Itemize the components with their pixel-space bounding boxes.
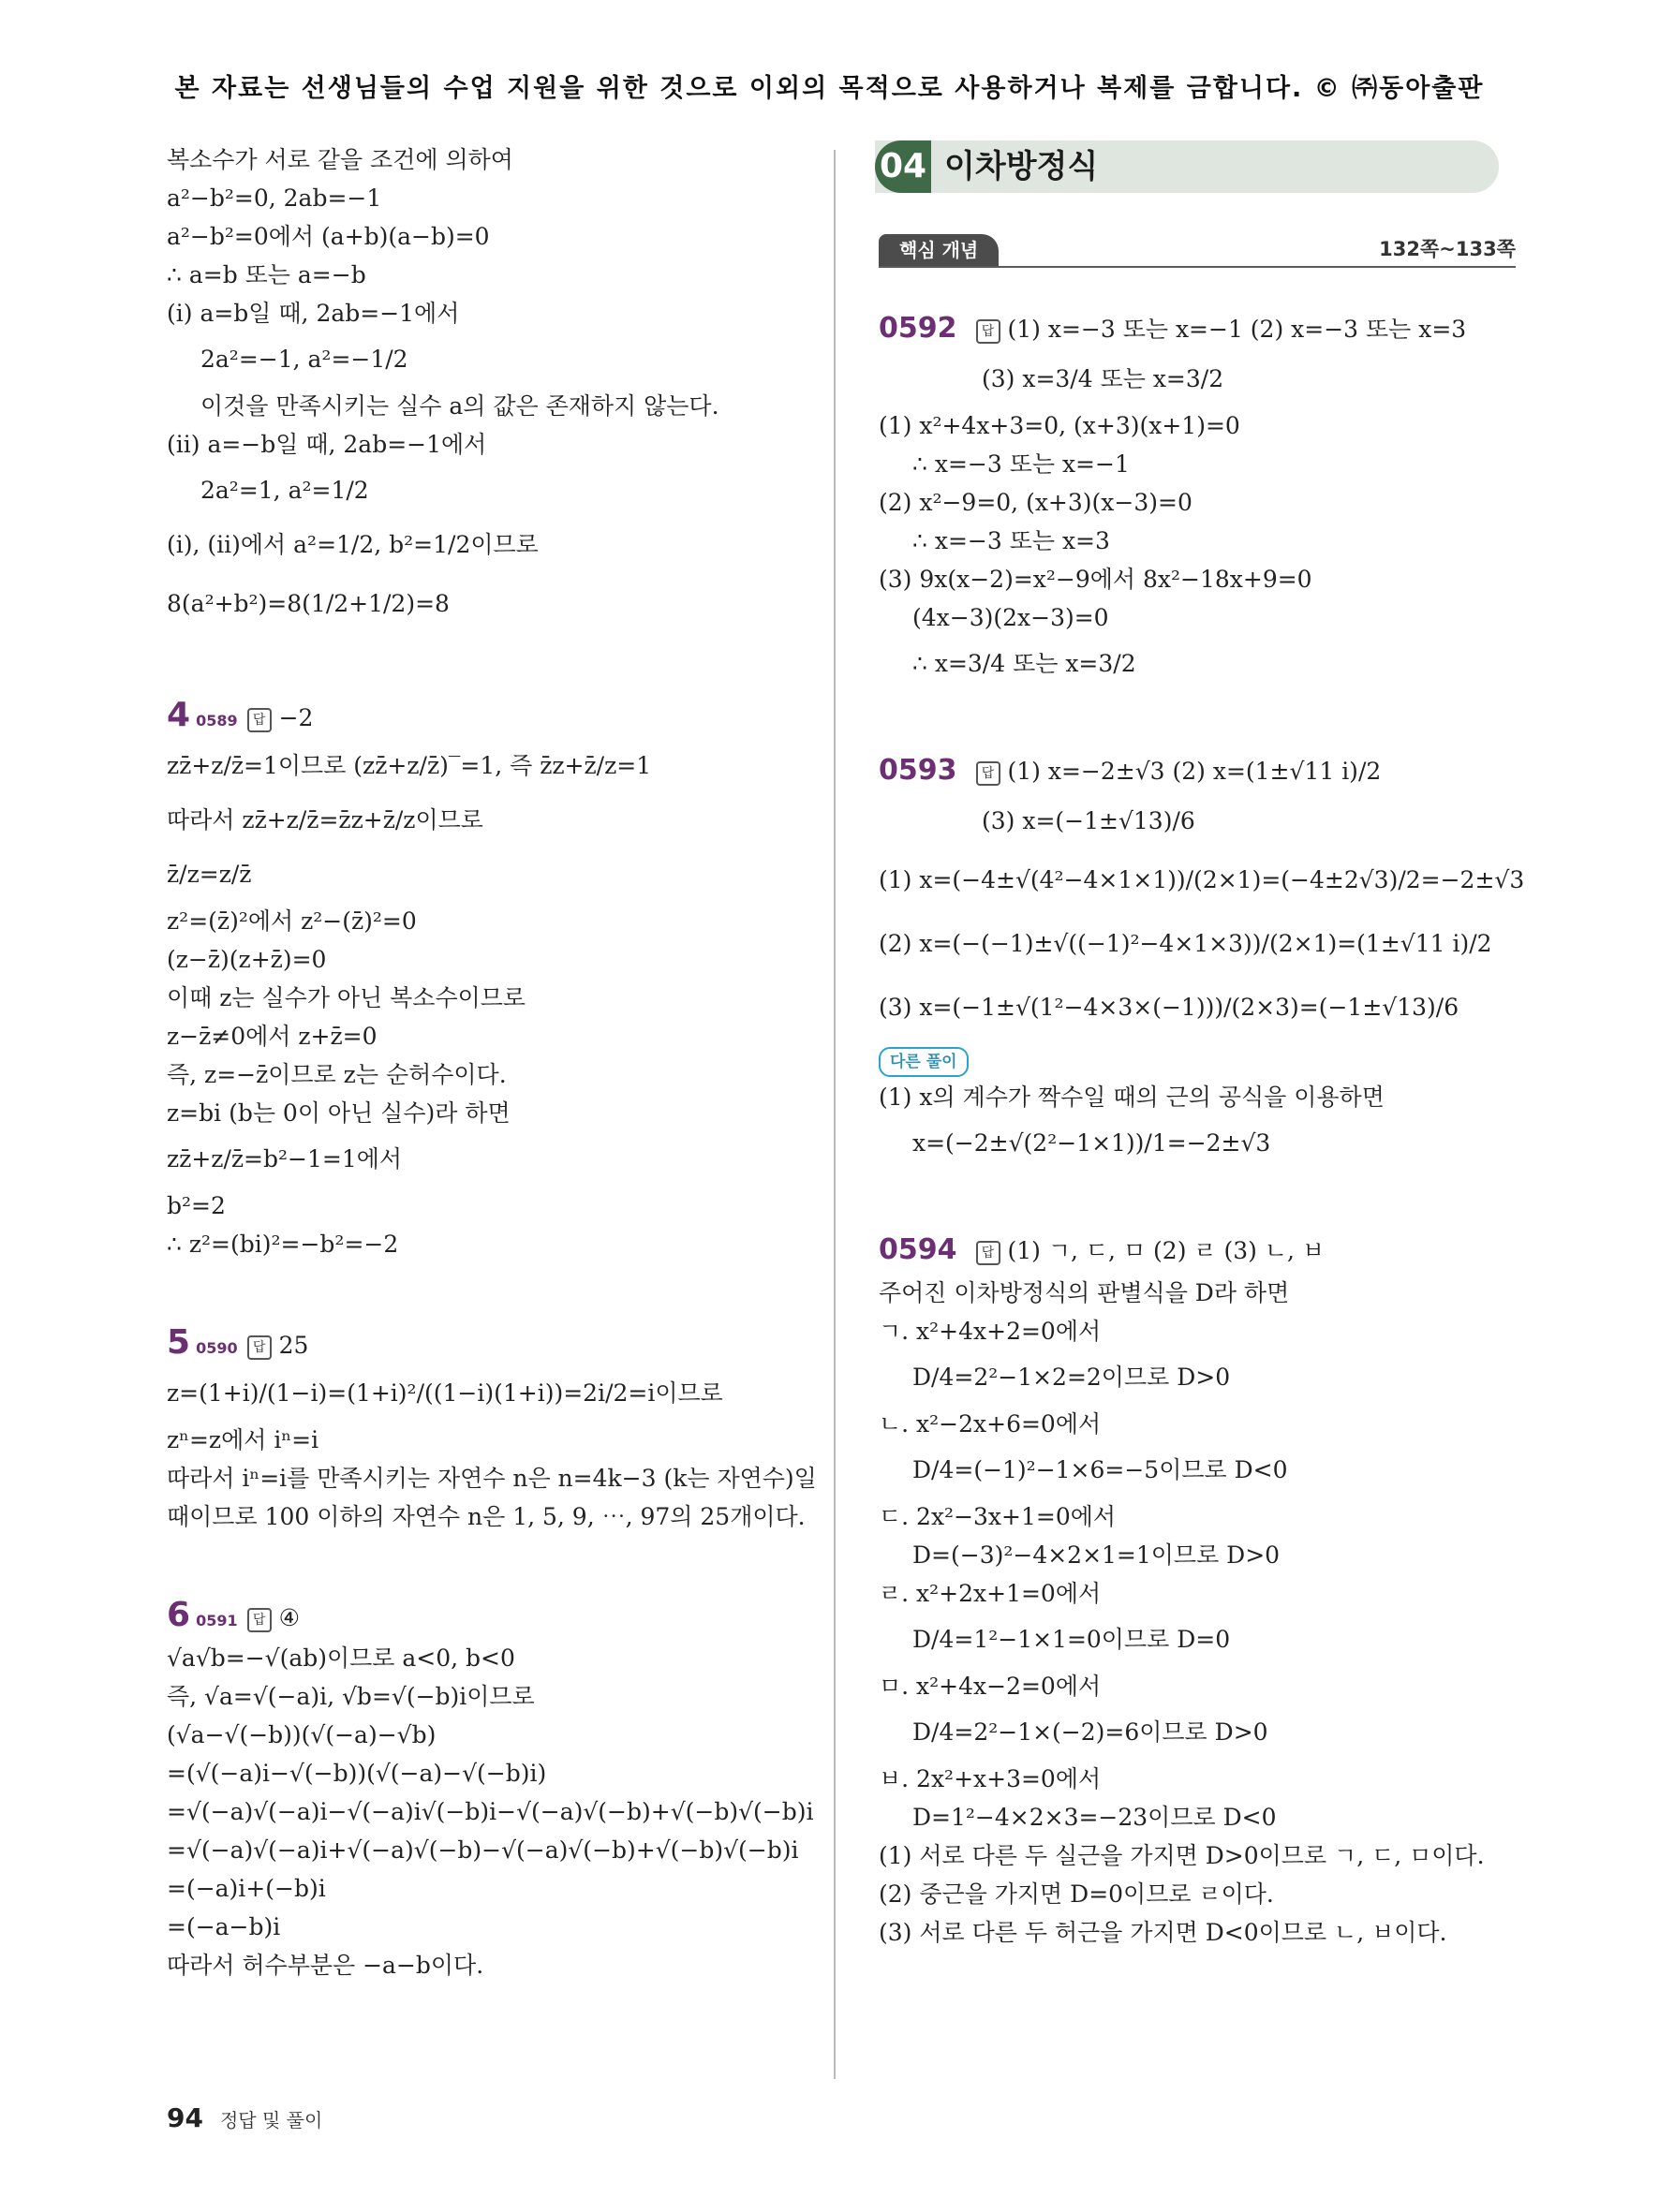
question-number: 5 — [167, 1323, 191, 1362]
page-range: 132쪽~133쪽 — [1379, 238, 1516, 260]
math-line: (i), (ii)에서 a²=1/2, b²=1/2이므로 — [167, 531, 539, 558]
answer-value: 25 — [278, 1332, 309, 1359]
text-line: 복소수가 서로 같을 조건에 의하여 — [167, 146, 513, 173]
math-line: D/4=(−1)²−1×6=−5이므로 D<0 — [912, 1456, 1288, 1483]
text-line: (3) 서로 다른 두 허근을 가지면 D<0이므로 ㄴ, ㅂ이다. — [879, 1919, 1447, 1946]
math-line: z̄/z=z/z̄ — [167, 861, 252, 888]
question-header — [879, 305, 1516, 352]
math-line: (3) x=(−1±√(1²−4×3×(−1)))/(2×3)=(−1±√13)/6 — [879, 994, 1459, 1021]
question-code: 0593 — [879, 754, 957, 787]
footer-label: 정답 및 풀이 — [219, 2109, 323, 2131]
math-line: ㄴ. x²−2x+6=0에서 — [879, 1410, 1102, 1438]
answer-icon: 답 — [976, 761, 1000, 786]
answer-icon: 답 — [247, 1608, 272, 1632]
question-number: 6 — [167, 1596, 191, 1634]
math-line: (3) 9x(x−2)=x²−9에서 8x²−18x+9=0 — [879, 566, 1312, 593]
question-4 — [167, 692, 822, 1263]
math-line: ㄷ. 2x²−3x+1=0에서 — [879, 1503, 1117, 1530]
math-line: ∴ a=b 또는 a=−b — [167, 261, 366, 288]
math-line: D=1²−4×2×3=−23이므로 D<0 — [912, 1804, 1277, 1831]
question-0592 — [879, 305, 1516, 691]
text-line: (2) 중근을 가지면 D=0이므로 ㄹ이다. — [879, 1880, 1274, 1908]
question-number: 4 — [167, 696, 191, 734]
other-solution-row — [879, 1040, 1516, 1078]
left-column — [167, 140, 822, 1984]
prev-solution — [167, 140, 822, 636]
page-footer — [167, 2102, 322, 2133]
question-6 — [167, 1592, 822, 1984]
math-line: (4x−3)(2x−3)=0 — [912, 604, 1109, 631]
math-line: zⁿ=z에서 iⁿ=i — [167, 1426, 319, 1453]
question-header — [167, 692, 822, 739]
text-line: 따라서 iⁿ=i를 만족시키는 자연수 n은 n=4k−3 (k는 자연수)일 — [167, 1465, 817, 1492]
math-line: z²=(z̄)²에서 z²−(z̄)²=0 — [167, 907, 417, 935]
math-line: D/4=1²−1×1=0이므로 D=0 — [912, 1626, 1231, 1653]
math-line: 즉, √a=√(−a)i, √b=√(−b)i이므로 — [167, 1683, 535, 1710]
question-0594 — [879, 1227, 1516, 1952]
math-line: ㄹ. x²+2x+1=0에서 — [879, 1580, 1102, 1607]
math-line: (2) x²−9=0, (x+3)(x−3)=0 — [879, 489, 1192, 516]
answer-value: −2 — [278, 704, 314, 731]
math-line: 2a²=−1, a²=−1/2 — [200, 346, 408, 373]
page-number: 94 — [167, 2102, 203, 2133]
math-line: z−z̄≠0에서 z+z̄=0 — [167, 1023, 378, 1050]
text-line: z=bi (b는 0이 아닌 실수)라 하면 — [167, 1099, 511, 1127]
question-0593 — [879, 747, 1525, 1171]
text-line: 이것을 만족시키는 실수 a의 값은 존재하지 않는다. — [200, 392, 719, 420]
math-line: zz̄+z/z̄=b²−1=1에서 — [167, 1145, 403, 1172]
right-column — [879, 140, 1525, 1952]
text-line: 따라서 zz̄+z/z̄=z̄z+z̄/z이므로 — [167, 806, 483, 833]
text-line: (1) 서로 다른 두 실근을 가지면 D>0이므로 ㄱ, ㄷ, ㅁ이다. — [879, 1842, 1485, 1869]
math-line: ∴ z²=(bi)²=−b²=−2 — [167, 1231, 399, 1258]
section-title: 이차방정식 — [944, 148, 1099, 185]
answer-value: (1) ㄱ, ㄷ, ㅁ (2) ㄹ (3) ㄴ, ㅂ — [1007, 1237, 1326, 1264]
answer-value: (3) x=3/4 또는 x=3/2 — [982, 365, 1224, 392]
math-line: z=(1+i)/(1−i)=(1+i)²/((1−i)(1+i))=2i/2=i이므로 — [167, 1379, 723, 1407]
math-line: =(√(−a)i−√(−b))(√(−a)−√(−b)i) — [167, 1760, 547, 1787]
math-line: (z−z̄)(z+z̄)=0 — [167, 946, 327, 973]
math-line: D/4=2²−1×2=2이므로 D>0 — [912, 1364, 1231, 1391]
question-code: 0589 — [196, 712, 238, 730]
math-line: ∴ x=3/4 또는 x=3/2 — [912, 650, 1136, 677]
text-line: 따라서 허수부분은 −a−b이다. — [167, 1952, 484, 1979]
math-line: (1) x=(−4±√(4²−4×1×1))/(2×1)=(−4±2√3)/2=−2±√3 — [879, 866, 1525, 893]
math-line: b²=2 — [167, 1192, 226, 1219]
math-line: √a√b=−√(ab)이므로 a<0, b<0 — [167, 1644, 515, 1672]
math-line: D=(−3)²−4×2×1=1이므로 D>0 — [912, 1541, 1281, 1569]
math-line: ∴ x=−3 또는 x=3 — [912, 527, 1110, 554]
math-line: x=(−2±√(2²−1×1))/1=−2±√3 — [912, 1129, 1271, 1157]
concept-tab: 핵심 개념 — [879, 234, 999, 266]
copyright-notice: 본 자료는 선생님들의 수업 지원을 위한 것으로 이외의 목적으로 사용하거나 복제를 금합니다. © ㈜동아출판 — [174, 74, 1485, 103]
question-header — [879, 747, 1516, 794]
question-code: 0592 — [879, 312, 957, 345]
math-line: D/4=2²−1×(−2)=6이므로 D>0 — [912, 1718, 1268, 1746]
math-line: =√(−a)√(−a)i−√(−a)i√(−b)i−√(−a)√(−b)+√(−b)√(−b)i — [167, 1798, 814, 1825]
text-line: 이때 z는 실수가 아닌 복소수이므로 — [167, 984, 526, 1011]
text-line: 때이므로 100 이하의 자연수 n은 1, 5, 9, ⋯, 97의 25개이다. — [167, 1503, 806, 1530]
math-line: a²−b²=0에서 (a+b)(a−b)=0 — [167, 223, 490, 250]
answer-icon: 답 — [247, 1335, 272, 1360]
math-line: (2) x=(−(−1)±√((−1)²−4×1×3))/(2×1)=(1±√11 i)/2 — [879, 930, 1492, 957]
answer-value: (1) x=−2±√3 (2) x=(1±√11 i)/2 — [1007, 758, 1382, 785]
math-line: 8(a²+b²)=8(1/2+1/2)=8 — [167, 590, 450, 617]
math-line: =√(−a)√(−a)i+√(−a)√(−b)−√(−a)√(−b)+√(−b)√(−b)i — [167, 1836, 799, 1864]
math-line: ㅁ. x²+4x−2=0에서 — [879, 1673, 1102, 1700]
section-title-bar — [875, 140, 1499, 193]
answer-value: (1) x=−3 또는 x=−1 (2) x=−3 또는 x=3 — [1007, 316, 1467, 343]
text-line: 주어진 이차방정식의 판별식을 D라 하면 — [879, 1279, 1290, 1306]
math-line: (i) a=b일 때, 2ab=−1에서 — [167, 300, 460, 327]
math-line: a²−b²=0, 2ab=−1 — [167, 184, 382, 212]
math-line: (√a−√(−b))(√(−a)−√b) — [167, 1721, 437, 1748]
answer-value: (3) x=(−1±√13)/6 — [982, 807, 1195, 834]
math-line: ㅂ. 2x²+x+3=0에서 — [879, 1765, 1102, 1792]
math-line: (ii) a=−b일 때, 2ab=−1에서 — [167, 431, 487, 458]
math-line: =(−a)i+(−b)i — [167, 1875, 326, 1902]
math-line: ㄱ. x²+4x+2=0에서 — [879, 1318, 1102, 1345]
column-divider — [834, 150, 836, 2079]
text-line: (1) x의 계수가 짝수일 때의 근의 공식을 이용하면 — [879, 1084, 1385, 1111]
question-code: 0591 — [196, 1612, 238, 1630]
section-number: 04 — [875, 140, 931, 193]
answer-icon: 답 — [976, 319, 1000, 344]
math-line: ∴ x=−3 또는 x=−1 — [912, 450, 1130, 478]
question-5 — [167, 1320, 822, 1536]
question-header — [879, 1227, 1516, 1274]
answer-value: ④ — [278, 1604, 301, 1631]
other-solution-tag: 다른 풀이 — [879, 1047, 969, 1077]
math-line: 2a²=1, a²=1/2 — [200, 477, 369, 504]
question-code: 0590 — [196, 1339, 238, 1357]
answer-icon: 답 — [247, 708, 272, 732]
question-header — [167, 1592, 822, 1639]
math-line: =(−a−b)i — [167, 1913, 281, 1940]
math-line: zz̄+z/z̄=1이므로 (zz̄+z/z̄)‾=1, 즉 z̄z+z̄/z=1 — [167, 752, 652, 779]
question-code: 0594 — [879, 1233, 957, 1266]
concept-header — [879, 225, 1516, 268]
text-line: 즉, z=−z̄이므로 z는 순허수이다. — [167, 1061, 507, 1088]
question-header — [167, 1320, 822, 1366]
answer-icon: 답 — [976, 1241, 1000, 1265]
math-line: (1) x²+4x+3=0, (x+3)(x+1)=0 — [879, 412, 1240, 439]
